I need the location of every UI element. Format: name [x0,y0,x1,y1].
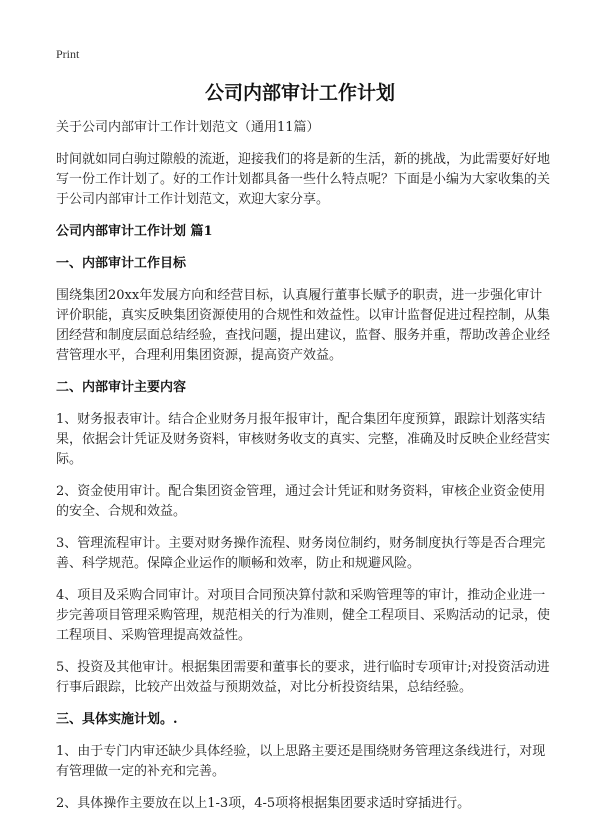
content-item-fund-usage: 2、资金使用审计。配合集团资金管理，通过会计凭证和财务资料，审核企业资金使用的安全、合规和效益。 [56,484,546,519]
plan-item-2: 2、具体操作主要放在以上1-3项，4-5项将根据集团要求适时穿插进行。 [56,796,471,811]
section-heading-plan: 三、具体实施计划。. [56,712,178,727]
plan-item-1: 1、由于专门内审还缺少具体经验，以上思路主要还是围绕财务管理这条线进行，对现有管理做一定的补充和完善。 [56,744,546,779]
content-item-financial-statements: 1、财务报表审计。结合企业财务月报年报审计，配合集团年度预算，跟踪计划落实结果，依据会计凭证及财务资料，审核财务收支的真实、完整，准确及时反映企业经营实际。 [56,412,551,467]
content-item-process: 3、管理流程审计。主要对财务操作流程、财务岗位制约，财务制度执行等是否合理完善、科学规范。保障企业运作的顺畅和效率，防止和规避风险。 [56,536,546,571]
document-title: 公司内部审计工作计划 [204,82,395,104]
document-subtitle: 关于公司内部审计工作计划范文（通用11篇） [56,120,320,135]
intro-paragraph: 时间就如同白驹过隙般的流逝，迎接我们的将是新的生活，新的挑战，为此需要好好地写一份工作计划了。好的工作计划都具备一些什么特点呢？下面是小编为大家收集的关于公司内部审计工作计划范文，欢迎大家分享。 [56,152,551,207]
document-body [56,118,550,826]
section-heading-content: 二、内部审计主要内容 [56,380,187,395]
section-heading-goals: 一、内部审计工作目标 [56,256,187,271]
print-link[interactable]: Print [56,47,80,61]
content-item-investment: 5、投资及其他审计。根据集团需要和董事长的要求，进行临时专项审计;对投资活动进行事后跟踪，比较产出效益与预期效益，对比分析投资结果，总结经验。 [56,660,550,695]
article-title: 公司内部审计工作计划 篇1 [56,224,213,239]
goals-paragraph: 围绕集团20xx年发展方向和经营目标，认真履行董事长赋予的职责，进一步强化审计评价职能，真实反映集团资源使用的合规性和效益性。以审计监督促进过程控制，从集团经营和制度层面总结经验，查找问题，提出建议，监督、服务并重，帮助改善企业经营管理水平，合理利用集团资源，提高资产效益。 [56,288,551,363]
content-item-procurement: 4、项目及采购合同审计。对项目合同预决算付款和采购管理等的审计，推动企业进一步完善项目管理采购管理，规范相关的行为准则，健全工程项目、采购活动的记录，使工程项目、采购管理提高效益性。 [56,588,551,643]
